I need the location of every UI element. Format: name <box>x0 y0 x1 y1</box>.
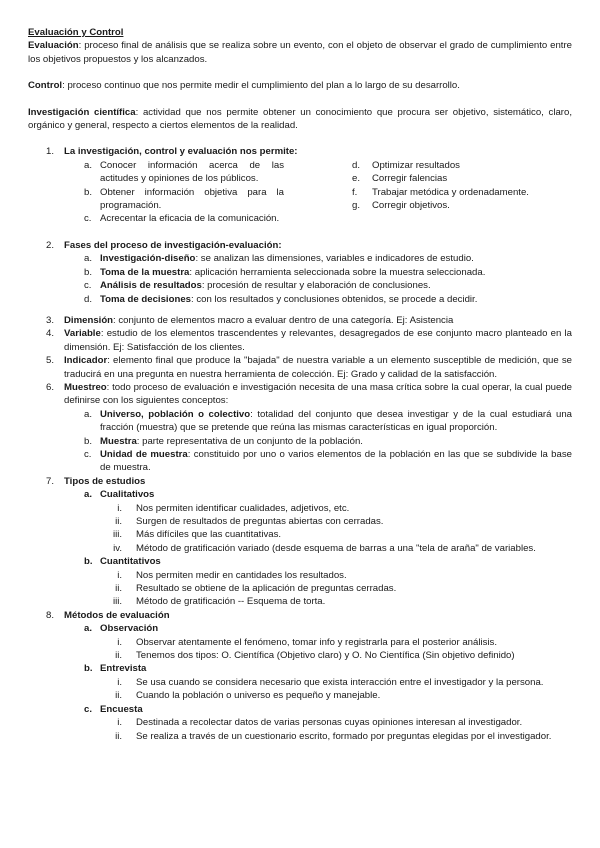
list-item-7: 7. Tipos de estudios <box>46 475 146 487</box>
document-title: Evaluación y Control <box>28 27 124 38</box>
sub-item: b. Muestra: parte representativa de un conjunto de la población. <box>84 435 363 447</box>
sub-sub-item: ii. Tenemos dos tipos: O. Científica (Objetivo claro) y O. No Científica (Sin objetivo definido) <box>115 650 515 662</box>
list-item-6: 6. Muestreo: todo proceso de evaluación e investigación necesita de una masa crítica sobre la cual operar, la cual puede definirse con los siguientes conceptos: <box>46 381 572 407</box>
sub-heading: a. Observación <box>84 623 159 635</box>
document-page <box>28 26 572 743</box>
sub-sub-item: iii. Más difíciles que las cuantitativas. <box>112 529 282 541</box>
sub-sub-item: i. Se usa cuando se considera necesario que exista interacción entre el investigador y la persona. <box>117 676 544 688</box>
list-item-1: 1. La investigación, control y evaluación nos permite: <box>46 146 298 158</box>
sub-sub-item: ii. Se realiza a través de un cuestionario escrito, formado por preguntas elegidas por el investigador. <box>115 730 552 742</box>
list-item-8: 8. Métodos de evaluación <box>46 609 170 621</box>
sub-item: c. Unidad de muestra: constituido por uno o varios elementos de la población en las que se subdivide la base de muestra. <box>84 448 572 474</box>
list-item-3: 3. Dimensión: conjunto de elementos macro a evaluar dentro de una categoría. Ej: Asistencia <box>46 314 454 326</box>
sub-sub-item: i. Nos permiten identificar cualidades, adjetivos, etc. <box>117 502 350 514</box>
list-item-2: 2. Fases del proceso de investigación-evaluación: <box>46 239 282 251</box>
list-item-5: 5. Indicador: elemento final que produce la "bajada" de nuestra variable a un elemento susceptible de medición, que se traducirá en una pregunta en nuestra herramienta de colección. Ej: Grado y calidad de la satisfacción. <box>46 355 572 380</box>
sub-heading: b. Entrevista <box>84 663 147 675</box>
sub-sub-item: iv. Método de gratificación variado (desde esquema de barras a una "tela de araña" de variables. <box>113 542 536 554</box>
sub-item: c. Acrecentar la eficacia de la comunicación. <box>84 213 280 225</box>
sub-heading: c. Encuesta <box>84 703 143 715</box>
sub-item: d. Toma de decisiones: con los resultados y conclusiones obtenidos, se procede a decidir. <box>84 293 478 305</box>
sub-sub-item: i. Destinada a recolectar datos de varias personas cuyas opiniones interesan al investigador. <box>117 717 523 729</box>
sub-item: b. Toma de la muestra: aplicación herramienta seleccionada sobre la muestra seleccionada. <box>84 266 486 278</box>
sub-item: e. Corregir falencias <box>352 173 448 185</box>
list-item-4: 4. Variable: estudio de los elementos trascendentes y relevantes, desagregados de ese conjunto macro planteado en la dimensión. Ej: Satisfacción de los clientes. <box>46 328 572 353</box>
sub-sub-item: ii. Cuando la población o universo es pequeño y manejable. <box>115 690 381 702</box>
sub-sub-item: iii. Método de gratificación -- Esquema de torta. <box>112 596 326 608</box>
sub-sub-item: i. Nos permiten medir en cantidades los resultados. <box>117 569 347 581</box>
sub-item: f. Trabajar metódica y ordenadamente. <box>352 186 529 198</box>
sub-heading: b. Cuantitativos <box>84 556 161 568</box>
definition-investigacion: Investigación científica: actividad que nos permite obtener un conocimiento que procura ser objetivo, sistemático, claro, orgánico y general, respecto a ciertos elementos de la realidad. <box>28 106 572 132</box>
sub-item: g. Corregir objetivos. <box>352 200 450 212</box>
sub-sub-item: ii. Resultado se obtiene de la aplicación de preguntas cerradas. <box>115 583 397 595</box>
list-item-1-options <box>28 159 572 226</box>
sub-item: d. Optimizar resultados <box>352 159 460 171</box>
definition-control: Control: proceso continuo que nos permite medir el cumplimiento del plan a lo largo de su desarrollo. <box>28 80 460 92</box>
definition-evaluacion: Evaluación: proceso final de análisis que se realiza sobre un evento, con el objeto de observar el grado de cumplimiento entre los objetivos propuestos y los alcanzados. <box>28 40 572 65</box>
sub-sub-item: i. Observar atentamente el fenómeno, tomar info y registrarla para el posterior análisis. <box>117 636 498 648</box>
sub-heading: a. Cualitativos <box>84 489 155 501</box>
sub-item: a. Investigación-diseño: se analizan las dimensiones, variables e indicadores de estudio. <box>84 253 474 265</box>
sub-sub-item: ii. Surgen de resultados de preguntas abiertas con cerradas. <box>115 516 384 527</box>
sub-item: a. Conocer información acerca de las actitudes y opiniones de los públicos. <box>84 159 284 185</box>
sub-item: a. Universo, población o colectivo: totalidad del conjunto que desea investigar y de la cual estudiará una fracción (muestra) que se pretende que reúna las mismas características en igual proporción. <box>84 408 573 434</box>
sub-item: b. Obtener información objetiva para la programación. <box>84 186 284 212</box>
sub-item: c. Análisis de resultados: procesión de resultar y elaboración de conclusiones. <box>84 280 431 292</box>
